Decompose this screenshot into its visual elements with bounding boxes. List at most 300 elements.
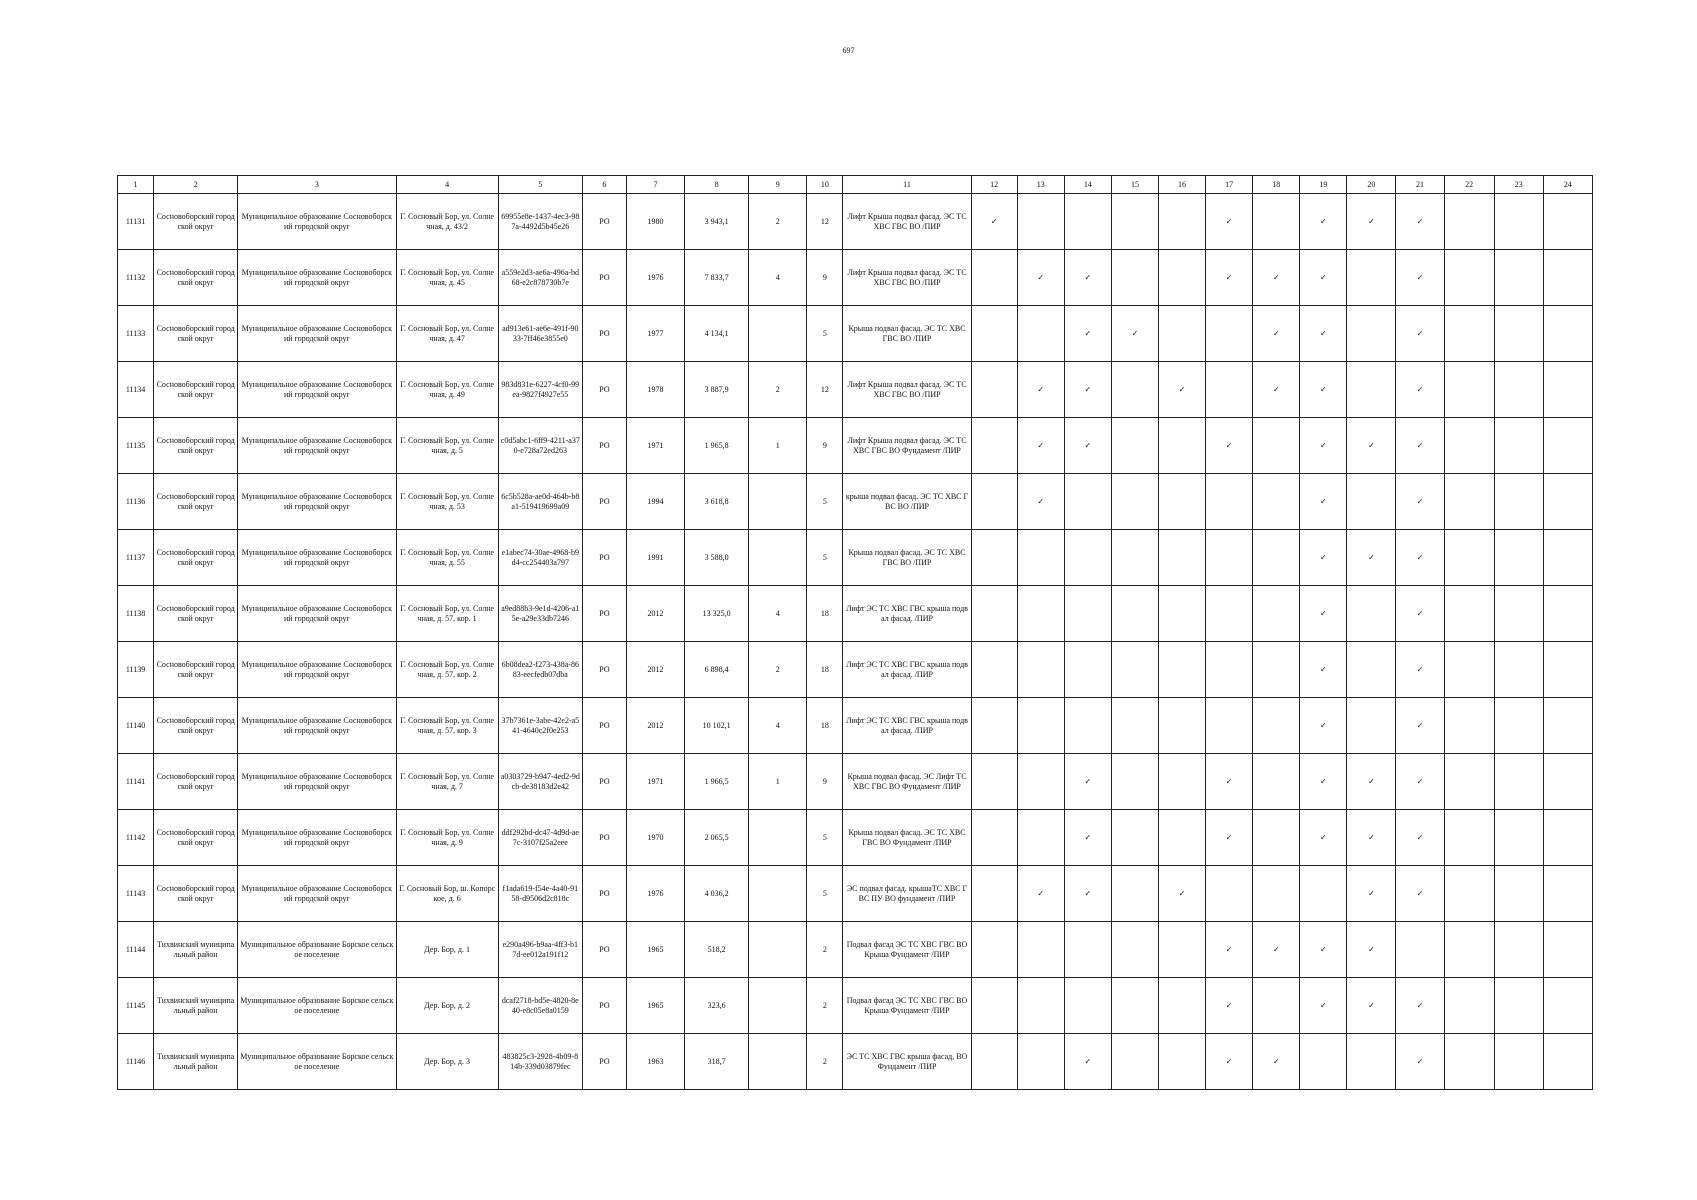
cell-type: РО <box>582 642 626 698</box>
empty-cell <box>1111 978 1158 1034</box>
empty-cell <box>1017 754 1064 810</box>
cell-col9: 2 <box>749 362 807 418</box>
cell-type: РО <box>582 698 626 754</box>
empty-cell <box>1444 922 1494 978</box>
check-mark-icon: ✓ <box>1206 810 1253 866</box>
cell-floors: 5 <box>807 474 843 530</box>
cell-type: РО <box>582 586 626 642</box>
empty-cell <box>1444 586 1494 642</box>
cell-col9: 1 <box>749 418 807 474</box>
check-mark-icon: ✓ <box>1347 530 1396 586</box>
cell-district: Тихвинский муниципальный район <box>154 978 238 1034</box>
empty-cell <box>1064 642 1111 698</box>
empty-cell <box>1017 530 1064 586</box>
check-mark-icon: ✓ <box>1206 754 1253 810</box>
cell-col9: 1 <box>749 754 807 810</box>
empty-cell <box>1444 698 1494 754</box>
column-header: 9 <box>749 176 807 194</box>
check-mark-icon: ✓ <box>1300 474 1347 530</box>
cell-area: 1 965,8 <box>685 418 749 474</box>
empty-cell <box>1064 922 1111 978</box>
cell-district: Сосновоборский городской округ <box>154 530 238 586</box>
cell-year: 2012 <box>626 642 684 698</box>
cell-address: Дер. Бор, д. 1 <box>396 922 498 978</box>
cell-municipality: Муниципальное образование Сосновоборский городской округ <box>238 250 396 306</box>
check-mark-icon: ✓ <box>1253 362 1300 418</box>
check-mark-icon: ✓ <box>1064 754 1111 810</box>
check-mark-icon: ✓ <box>1017 418 1064 474</box>
check-mark-icon: ✓ <box>1396 1034 1444 1090</box>
cell-municipality: Муниципальное образование Сосновоборский городской округ <box>238 194 396 250</box>
check-mark-icon: ✓ <box>1300 810 1347 866</box>
cell-district: Сосновоборский городской округ <box>154 418 238 474</box>
cell-district: Сосновоборский городской округ <box>154 306 238 362</box>
cell-district: Сосновоборский городской округ <box>154 362 238 418</box>
cell-works: Лифт Крыша подвал фасад. ЭС ТС ХВС ГВС ВО /ПИР <box>843 362 971 418</box>
cell-floors: 2 <box>807 1034 843 1090</box>
empty-cell <box>1494 698 1543 754</box>
empty-cell <box>1064 978 1111 1034</box>
empty-cell <box>1494 866 1543 922</box>
cell-year: 1965 <box>626 978 684 1034</box>
cell-id: 11131 <box>118 194 154 250</box>
cell-id: 11135 <box>118 418 154 474</box>
check-mark-icon: ✓ <box>1347 810 1396 866</box>
cell-works: Крыша подвал фасад. ЭС ТС ХВС ГВС ВО /ПИР <box>843 306 971 362</box>
cell-area: 3 618,8 <box>685 474 749 530</box>
cell-address: Г. Сосновый Бор, ул. Солнечная, д. 53 <box>396 474 498 530</box>
page-number: 697 <box>842 46 855 55</box>
empty-cell <box>1111 698 1158 754</box>
check-mark-icon: ✓ <box>1064 1034 1111 1090</box>
table-row <box>118 1034 1593 1090</box>
empty-cell <box>1494 642 1543 698</box>
empty-cell <box>1253 866 1300 922</box>
empty-cell <box>971 978 1017 1034</box>
empty-cell <box>1253 698 1300 754</box>
cell-municipality: Муниципальное образование Сосновоборский городской округ <box>238 362 396 418</box>
empty-cell <box>1159 810 1206 866</box>
cell-guid: 37b7361e-3abe-42e2-a541-4640c2f0e253 <box>498 698 582 754</box>
cell-address: Г. Сосновый Бор, ш. Копорское, д. 6 <box>396 866 498 922</box>
cell-type: РО <box>582 922 626 978</box>
empty-cell <box>1347 642 1396 698</box>
cell-municipality: Муниципальное образование Сосновоборский городской округ <box>238 306 396 362</box>
cell-year: 2012 <box>626 586 684 642</box>
cell-municipality: Муниципальное образование Борское сельское поселение <box>238 978 396 1034</box>
cell-works: Крыша подвал фасад. ЭС ТС ХВС ГВС ВО /ПИР <box>843 530 971 586</box>
table-row <box>118 866 1593 922</box>
empty-cell <box>1064 586 1111 642</box>
cell-id: 11143 <box>118 866 154 922</box>
empty-cell <box>1159 250 1206 306</box>
cell-id: 11144 <box>118 922 154 978</box>
check-mark-icon: ✓ <box>1396 474 1444 530</box>
column-header: 6 <box>582 176 626 194</box>
empty-cell <box>971 642 1017 698</box>
empty-cell <box>1347 306 1396 362</box>
empty-cell <box>971 866 1017 922</box>
empty-cell <box>1347 362 1396 418</box>
check-mark-icon: ✓ <box>1300 978 1347 1034</box>
cell-floors: 5 <box>807 810 843 866</box>
table-row <box>118 530 1593 586</box>
table-row <box>118 754 1593 810</box>
cell-id: 11137 <box>118 530 154 586</box>
cell-area: 1 966,5 <box>685 754 749 810</box>
cell-municipality: Муниципальное образование Сосновоборский городской округ <box>238 642 396 698</box>
cell-municipality: Муниципальное образование Борское сельское поселение <box>238 922 396 978</box>
cell-guid: e290a496-b9aa-4ff3-b17d-ee012a191f12 <box>498 922 582 978</box>
cell-type: РО <box>582 530 626 586</box>
cell-year: 1980 <box>626 194 684 250</box>
empty-cell <box>1347 474 1396 530</box>
cell-municipality: Муниципальное образование Сосновоборский городской округ <box>238 866 396 922</box>
empty-cell <box>1017 194 1064 250</box>
check-mark-icon: ✓ <box>1253 922 1300 978</box>
check-mark-icon: ✓ <box>1396 362 1444 418</box>
empty-cell <box>1444 810 1494 866</box>
cell-col9 <box>749 810 807 866</box>
cell-works: Лифт ЭС ТС ХВС ГВС крыша подвал фасад. /ПИР <box>843 642 971 698</box>
check-mark-icon: ✓ <box>1396 698 1444 754</box>
check-mark-icon: ✓ <box>1253 250 1300 306</box>
column-header: 12 <box>971 176 1017 194</box>
empty-cell <box>1543 250 1592 306</box>
empty-cell <box>971 418 1017 474</box>
empty-cell <box>1111 642 1158 698</box>
empty-cell <box>1159 642 1206 698</box>
cell-guid: e1abec74-30ae-4968-b9d4-cc254403a797 <box>498 530 582 586</box>
column-header: 14 <box>1064 176 1111 194</box>
cell-floors: 2 <box>807 922 843 978</box>
empty-cell <box>1543 866 1592 922</box>
empty-cell <box>1206 586 1253 642</box>
empty-cell <box>1494 250 1543 306</box>
empty-cell <box>1253 194 1300 250</box>
empty-cell <box>1543 474 1592 530</box>
cell-area: 10 102,1 <box>685 698 749 754</box>
empty-cell <box>1111 362 1158 418</box>
cell-id: 11139 <box>118 642 154 698</box>
header-row <box>118 176 1593 194</box>
check-mark-icon: ✓ <box>1396 250 1444 306</box>
cell-municipality: Муниципальное образование Сосновоборский городской округ <box>238 698 396 754</box>
empty-cell <box>1206 866 1253 922</box>
cell-area: 3 943,1 <box>685 194 749 250</box>
cell-address: Г. Сосновый Бор, ул. Солнечная, д. 47 <box>396 306 498 362</box>
column-header: 13 <box>1017 176 1064 194</box>
empty-cell <box>1543 418 1592 474</box>
cell-floors: 5 <box>807 866 843 922</box>
empty-cell <box>1543 586 1592 642</box>
cell-works: Лифт Крыша подвал фасад. ЭС ТС ХВС ГВС ВО /ПИР <box>843 194 971 250</box>
check-mark-icon: ✓ <box>1253 306 1300 362</box>
cell-year: 1976 <box>626 866 684 922</box>
cell-year: 2012 <box>626 698 684 754</box>
empty-cell <box>1253 754 1300 810</box>
check-mark-icon: ✓ <box>1206 1034 1253 1090</box>
cell-guid: 483825c3-2928-4b09-814b-339d03879fec <box>498 1034 582 1090</box>
empty-cell <box>1444 978 1494 1034</box>
column-header: 2 <box>154 176 238 194</box>
check-mark-icon: ✓ <box>1396 978 1444 1034</box>
empty-cell <box>1017 642 1064 698</box>
cell-type: РО <box>582 978 626 1034</box>
cell-floors: 18 <box>807 698 843 754</box>
empty-cell <box>1111 250 1158 306</box>
cell-works: Лифт Крыша подвал фасад. ЭС ТС ХВС ГВС ВО /ПИР <box>843 250 971 306</box>
empty-cell <box>1017 1034 1064 1090</box>
empty-cell <box>971 306 1017 362</box>
empty-cell <box>1543 922 1592 978</box>
cell-type: РО <box>582 250 626 306</box>
empty-cell <box>1017 698 1064 754</box>
column-header: 22 <box>1444 176 1494 194</box>
column-header: 7 <box>626 176 684 194</box>
check-mark-icon: ✓ <box>1300 306 1347 362</box>
empty-cell <box>1159 698 1206 754</box>
check-mark-icon: ✓ <box>1396 418 1444 474</box>
empty-cell <box>1543 642 1592 698</box>
empty-cell <box>1159 1034 1206 1090</box>
cell-address: Г. Сосновый Бор, ул. Солнечная, д. 43/2 <box>396 194 498 250</box>
empty-cell <box>1444 530 1494 586</box>
empty-cell <box>1444 418 1494 474</box>
cell-year: 1994 <box>626 474 684 530</box>
cell-municipality: Муниципальное образование Сосновоборский городской округ <box>238 810 396 866</box>
cell-municipality: Муниципальное образование Сосновоборский городской округ <box>238 754 396 810</box>
empty-cell <box>1543 530 1592 586</box>
empty-cell <box>1494 474 1543 530</box>
table-row <box>118 474 1593 530</box>
empty-cell <box>971 586 1017 642</box>
column-header: 5 <box>498 176 582 194</box>
empty-cell <box>971 530 1017 586</box>
check-mark-icon: ✓ <box>1253 1034 1300 1090</box>
cell-address: Г. Сосновый Бор, ул. Солнечная, д. 55 <box>396 530 498 586</box>
check-mark-icon: ✓ <box>1300 586 1347 642</box>
empty-cell <box>1111 810 1158 866</box>
cell-area: 3 887,9 <box>685 362 749 418</box>
cell-address: Г. Сосновый Бор, ул. Солнечная, д. 57, кор. 1 <box>396 586 498 642</box>
column-header: 23 <box>1494 176 1543 194</box>
cell-year: 1978 <box>626 362 684 418</box>
empty-cell <box>1064 698 1111 754</box>
column-header: 8 <box>685 176 749 194</box>
empty-cell <box>1111 194 1158 250</box>
cell-id: 11142 <box>118 810 154 866</box>
cell-floors: 18 <box>807 586 843 642</box>
cell-guid: ad913e61-ae6e-491f-9033-7ff46e3855e0 <box>498 306 582 362</box>
empty-cell <box>971 474 1017 530</box>
empty-cell <box>1347 1034 1396 1090</box>
empty-cell <box>1300 866 1347 922</box>
empty-cell <box>1543 754 1592 810</box>
empty-cell <box>1111 754 1158 810</box>
cell-guid: a9ed88b3-9e1d-4206-a15e-a29e33db7246 <box>498 586 582 642</box>
cell-district: Сосновоборский городской округ <box>154 586 238 642</box>
empty-cell <box>1444 866 1494 922</box>
column-header: 17 <box>1206 176 1253 194</box>
cell-floors: 12 <box>807 362 843 418</box>
table-row <box>118 642 1593 698</box>
check-mark-icon: ✓ <box>1396 642 1444 698</box>
table-row <box>118 978 1593 1034</box>
cell-area: 7 833,7 <box>685 250 749 306</box>
check-mark-icon: ✓ <box>1300 194 1347 250</box>
empty-cell <box>1159 194 1206 250</box>
empty-cell <box>1494 586 1543 642</box>
cell-area: 6 898,4 <box>685 642 749 698</box>
empty-cell <box>1111 922 1158 978</box>
cell-works: Подвал фасад ЭС ТС ХВС ГВС ВО Крыша Фундамент /ПИР <box>843 922 971 978</box>
cell-address: Г. Сосновый Бор, ул. Солнечная, д. 5 <box>396 418 498 474</box>
empty-cell <box>971 250 1017 306</box>
empty-cell <box>1494 418 1543 474</box>
check-mark-icon: ✓ <box>1017 866 1064 922</box>
check-mark-icon: ✓ <box>1300 418 1347 474</box>
cell-district: Сосновоборский городской округ <box>154 810 238 866</box>
cell-works: ЭС ТС ХВС ГВС крыша фасад, ВО Фундамент /ПИР <box>843 1034 971 1090</box>
check-mark-icon: ✓ <box>1347 922 1396 978</box>
empty-cell <box>1494 754 1543 810</box>
empty-cell <box>1111 1034 1158 1090</box>
check-mark-icon: ✓ <box>1300 922 1347 978</box>
cell-col9: 4 <box>749 250 807 306</box>
cell-id: 11132 <box>118 250 154 306</box>
cell-floors: 12 <box>807 194 843 250</box>
cell-guid: 69955e8e-1437-4ec3-987a-4492d5b45e26 <box>498 194 582 250</box>
empty-cell <box>1017 586 1064 642</box>
check-mark-icon: ✓ <box>1396 530 1444 586</box>
check-mark-icon: ✓ <box>1111 306 1158 362</box>
table-body <box>118 194 1593 1090</box>
empty-cell <box>1064 474 1111 530</box>
empty-cell <box>1159 306 1206 362</box>
empty-cell <box>1206 362 1253 418</box>
check-mark-icon: ✓ <box>1300 642 1347 698</box>
cell-works: Лифт Крыша подвал фасад. ЭС ТС ХВС ГВС ВО Фундамент /ПИР <box>843 418 971 474</box>
column-header: 15 <box>1111 176 1158 194</box>
empty-cell <box>1206 698 1253 754</box>
empty-cell <box>1017 810 1064 866</box>
check-mark-icon: ✓ <box>1206 922 1253 978</box>
cell-id: 11134 <box>118 362 154 418</box>
cell-col9: 4 <box>749 586 807 642</box>
cell-floors: 5 <box>807 530 843 586</box>
cell-works: Лифт ЭС ТС ХВС ГВС крыша подвал фасад. /ПИР <box>843 586 971 642</box>
cell-works: ЭС подвал фасад. крышаТС ХВС ГВС ПУ ВО фундамент /ПИР <box>843 866 971 922</box>
column-header: 24 <box>1543 176 1592 194</box>
cell-col9: 2 <box>749 194 807 250</box>
empty-cell <box>1017 306 1064 362</box>
cell-id: 11141 <box>118 754 154 810</box>
table-row <box>118 810 1593 866</box>
table-row <box>118 698 1593 754</box>
cell-guid: 983d831e-6227-4cf0-99ea-9827f4927e55 <box>498 362 582 418</box>
check-mark-icon: ✓ <box>1064 362 1111 418</box>
cell-year: 1970 <box>626 810 684 866</box>
empty-cell <box>1494 978 1543 1034</box>
table-row <box>118 922 1593 978</box>
empty-cell <box>1494 1034 1543 1090</box>
empty-cell <box>1159 978 1206 1034</box>
cell-address: Г. Сосновый Бор, ул. Солнечная, д. 9 <box>396 810 498 866</box>
check-mark-icon: ✓ <box>1347 978 1396 1034</box>
cell-district: Сосновоборский городской округ <box>154 698 238 754</box>
empty-cell <box>1543 978 1592 1034</box>
check-mark-icon: ✓ <box>1206 418 1253 474</box>
column-header: 11 <box>843 176 971 194</box>
cell-type: РО <box>582 866 626 922</box>
cell-address: Дер. Бор, д. 3 <box>396 1034 498 1090</box>
check-mark-icon: ✓ <box>1064 250 1111 306</box>
empty-cell <box>1543 698 1592 754</box>
empty-cell <box>1253 978 1300 1034</box>
empty-cell <box>1543 810 1592 866</box>
cell-area: 3 588,0 <box>685 530 749 586</box>
cell-year: 1977 <box>626 306 684 362</box>
cell-works: Крыша подвал фасад. ЭС ТС ХВС ГВС ВО Фундамент /ПИР <box>843 810 971 866</box>
empty-cell <box>1159 474 1206 530</box>
empty-cell <box>1444 642 1494 698</box>
cell-guid: ddf292bd-dc47-4d9d-ae7c-3107f25a2eee <box>498 810 582 866</box>
empty-cell <box>1253 810 1300 866</box>
empty-cell <box>1159 586 1206 642</box>
cell-district: Сосновоборский городской округ <box>154 474 238 530</box>
cell-type: РО <box>582 194 626 250</box>
cell-col9: 4 <box>749 698 807 754</box>
cell-guid: a559e2d3-ae6a-496a-bd68-e2c878730b7e <box>498 250 582 306</box>
check-mark-icon: ✓ <box>1396 194 1444 250</box>
cell-district: Сосновоборский городской округ <box>154 866 238 922</box>
check-mark-icon: ✓ <box>1017 362 1064 418</box>
cell-floors: 5 <box>807 306 843 362</box>
empty-cell <box>1300 1034 1347 1090</box>
check-mark-icon: ✓ <box>1396 586 1444 642</box>
empty-cell <box>1543 362 1592 418</box>
empty-cell <box>1347 698 1396 754</box>
check-mark-icon: ✓ <box>1396 810 1444 866</box>
cell-works: Крыша подвал фасад. ЭС Лифт ТС ХВС ГВС ВО Фундамент /ПИР <box>843 754 971 810</box>
cell-type: РО <box>582 810 626 866</box>
cell-address: Г. Сосновый Бор, ул. Солнечная, д. 57, кор. 3 <box>396 698 498 754</box>
cell-guid: 6b08dea2-f273-438a-8683-eecfedb07dba <box>498 642 582 698</box>
empty-cell <box>1253 586 1300 642</box>
check-mark-icon: ✓ <box>1396 866 1444 922</box>
empty-cell <box>1206 474 1253 530</box>
empty-cell <box>1494 194 1543 250</box>
cell-district: Сосновоборский городской округ <box>154 642 238 698</box>
cell-col9 <box>749 1034 807 1090</box>
empty-cell <box>1396 922 1444 978</box>
cell-type: РО <box>582 418 626 474</box>
empty-cell <box>971 1034 1017 1090</box>
cell-works: Лифт ЭС ТС ХВС ГВС крыша подвал фасад. /ПИР <box>843 698 971 754</box>
cell-address: Г. Сосновый Бор, ул. Солнечная, д. 7 <box>396 754 498 810</box>
empty-cell <box>1494 810 1543 866</box>
cell-col9: 2 <box>749 642 807 698</box>
cell-year: 1963 <box>626 1034 684 1090</box>
cell-municipality: Муниципальное образование Сосновоборский городской округ <box>238 586 396 642</box>
cell-address: Г. Сосновый Бор, ул. Солнечная, д. 57, кор. 2 <box>396 642 498 698</box>
check-mark-icon: ✓ <box>1396 306 1444 362</box>
cell-type: РО <box>582 754 626 810</box>
empty-cell <box>1494 530 1543 586</box>
data-table <box>117 175 1593 1090</box>
cell-area: 318,7 <box>685 1034 749 1090</box>
